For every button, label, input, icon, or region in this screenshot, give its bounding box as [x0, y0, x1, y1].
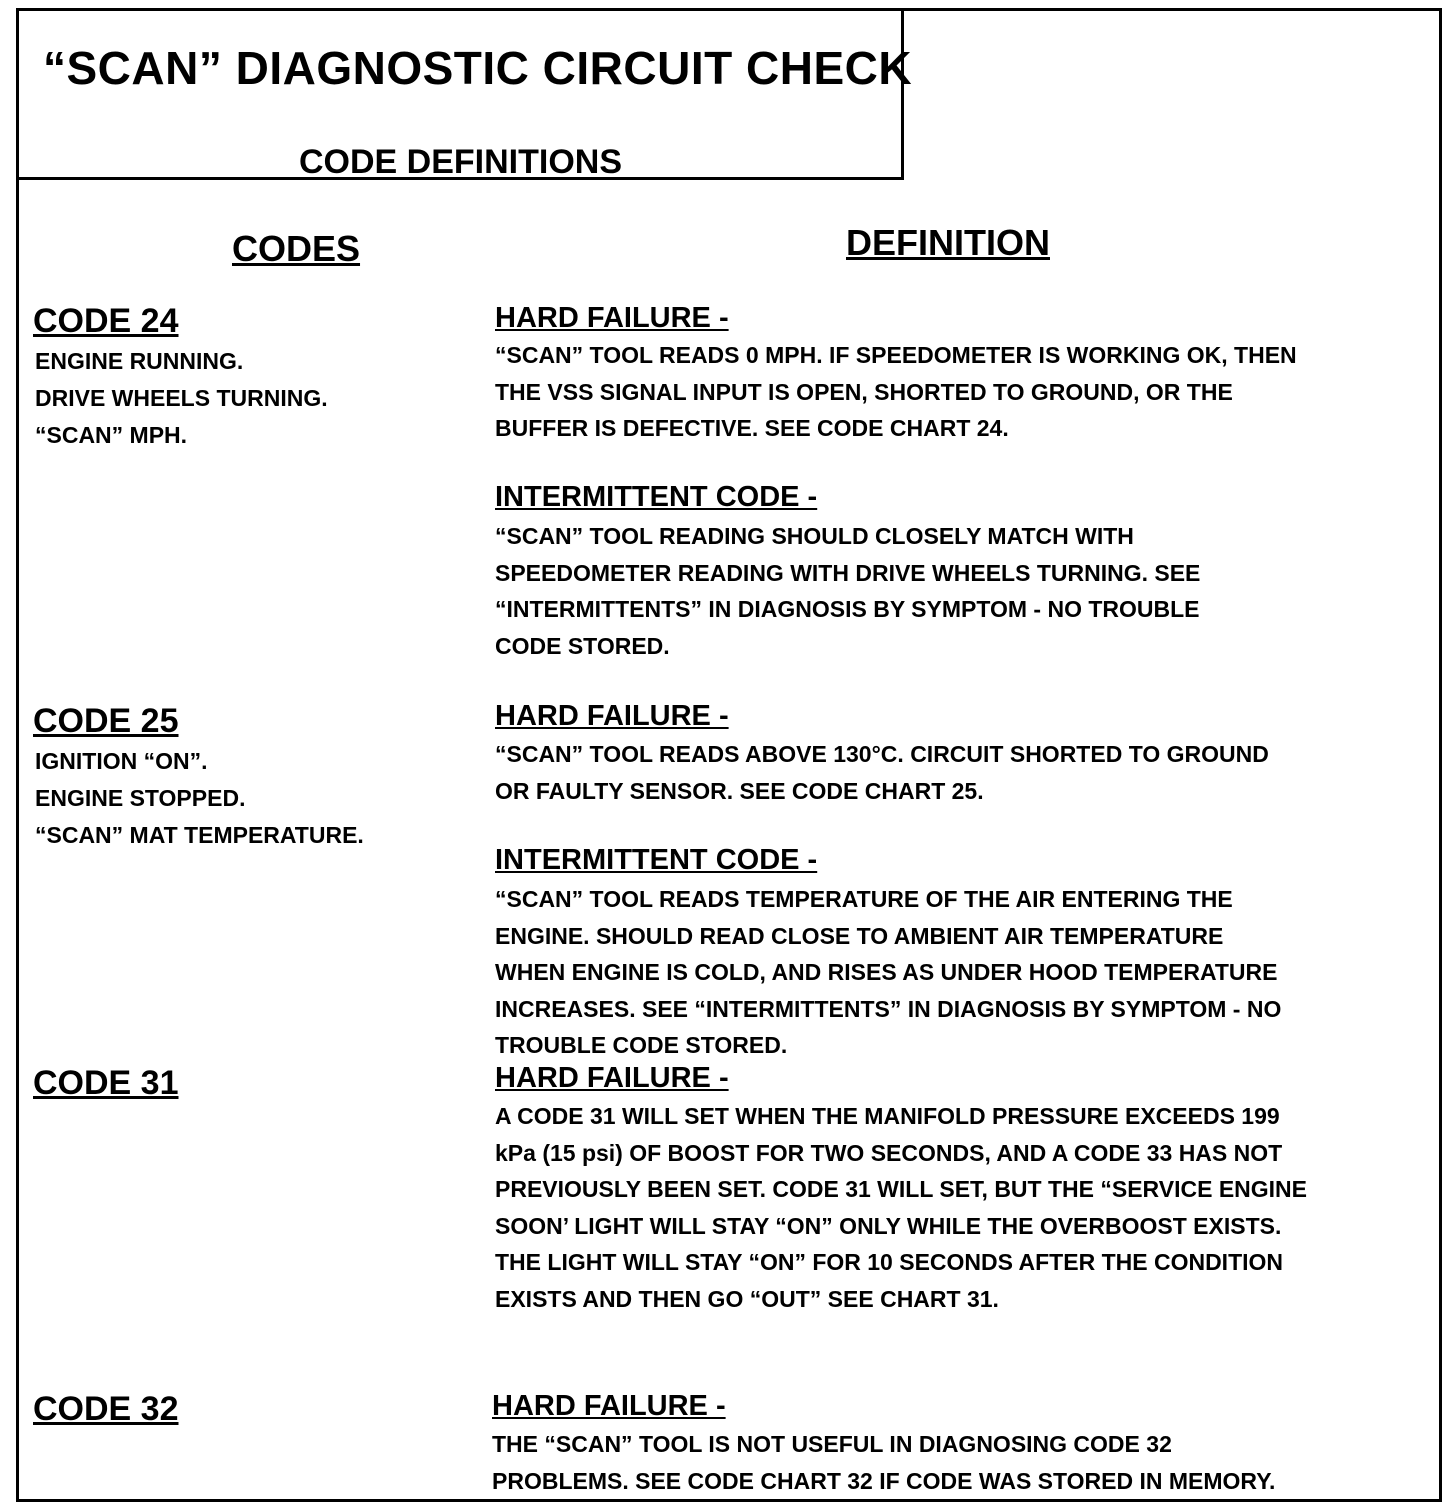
- definition-line: SPEEDOMETER READING WITH DRIVE WHEELS TURNING. SEE: [495, 559, 1201, 586]
- condition-line: DRIVE WHEELS TURNING.: [35, 385, 328, 411]
- definition-line: THE “SCAN” TOOL IS NOT USEFUL IN DIAGNOSING CODE 32: [492, 1431, 1172, 1457]
- definition-line: THE LIGHT WILL STAY “ON” FOR 10 SECONDS AFTER THE CONDITION: [495, 1249, 1284, 1275]
- definition-line: EXISTS AND THEN GO “OUT” SEE CHART 31.: [495, 1285, 999, 1312]
- definition-line: A CODE 31 WILL SET WHEN THE MANIFOLD PRESSURE EXCEEDS 199: [495, 1103, 1280, 1129]
- definition-line: “SCAN” TOOL READS ABOVE 130°C. CIRCUIT SHORTED TO GROUND: [495, 741, 1269, 767]
- code-25-hard-failure-text: [495, 736, 1269, 809]
- definition-line: WHEN ENGINE IS COLD, AND RISES AS UNDER HOOD TEMPERATURE: [495, 959, 1278, 985]
- code-24-hard-failure-text: [495, 337, 1297, 447]
- code-24-label: CODE 24: [33, 302, 179, 340]
- code-31-label: CODE 31: [33, 1064, 179, 1102]
- code-24-intermittent-text: [495, 518, 1200, 664]
- code-24-intermittent-heading: INTERMITTENT CODE -: [495, 481, 818, 513]
- definition-column-heading: DEFINITION: [846, 222, 1050, 263]
- code-25-intermittent-text: [495, 881, 1281, 1064]
- title-box: [16, 8, 913, 181]
- definition-line: PROBLEMS. SEE CODE CHART 32 IF CODE WAS STORED IN MEMORY.: [492, 1467, 1276, 1494]
- definition-line: PREVIOUSLY BEEN SET. CODE 31 WILL SET, BUT THE “SERVICE ENGINE: [495, 1176, 1307, 1202]
- code-25-conditions: [35, 743, 364, 854]
- definition-line: THE VSS SIGNAL INPUT IS OPEN, SHORTED TO GROUND, OR THE: [495, 378, 1233, 405]
- condition-line: ENGINE RUNNING.: [35, 348, 244, 374]
- definition-line: “SCAN” TOOL READS 0 MPH. IF SPEEDOMETER IS WORKING OK, THEN: [495, 342, 1297, 368]
- code-25-intermittent-heading: INTERMITTENT CODE -: [495, 844, 818, 876]
- definition-line: BUFFER IS DEFECTIVE. SEE CODE CHART 24.: [495, 415, 1009, 441]
- definition-line: INCREASES. SEE “INTERMITTENTS” IN DIAGNOSIS BY SYMPTOM - NO: [495, 995, 1282, 1022]
- condition-line: “SCAN” MPH.: [35, 422, 188, 448]
- code-25-hard-failure-heading: HARD FAILURE -: [495, 700, 729, 732]
- code-32-hard-failure-text: [492, 1426, 1275, 1499]
- code-25-label: CODE 25: [33, 702, 179, 740]
- definition-line: ENGINE. SHOULD READ CLOSE TO AMBIENT AIR TEMPERATURE: [495, 922, 1224, 949]
- definition-line: “SCAN” TOOL READS TEMPERATURE OF THE AIR ENTERING THE: [495, 886, 1233, 912]
- definition-line: “SCAN” TOOL READING SHOULD CLOSELY MATCH WITH: [495, 523, 1134, 549]
- condition-line: IGNITION “ON”.: [35, 748, 208, 774]
- code-32-hard-failure-heading: HARD FAILURE -: [492, 1390, 726, 1422]
- definition-line: OR FAULTY SENSOR. SEE CODE CHART 25.: [495, 777, 984, 804]
- condition-line: “SCAN” MAT TEMPERATURE.: [35, 822, 364, 848]
- page-title: “SCAN” DIAGNOSTIC CIRCUIT CHECK: [43, 42, 913, 94]
- definition-line: CODE STORED.: [495, 632, 670, 659]
- definition-line: “INTERMITTENTS” IN DIAGNOSIS BY SYMPTOM - NO TROUBLE: [495, 596, 1200, 622]
- definition-line: SOON’ LIGHT WILL STAY “ON” ONLY WHILE THE OVERBOOST EXISTS.: [495, 1212, 1282, 1239]
- code-32-label: CODE 32: [33, 1390, 179, 1428]
- page-subtitle: CODE DEFINITIONS: [299, 143, 623, 181]
- definition-line: kPa (15 psi) OF BOOST FOR TWO SECONDS, AND A CODE 33 HAS NOT: [495, 1139, 1283, 1166]
- code-24-hard-failure-heading: HARD FAILURE -: [495, 302, 729, 334]
- code-31-hard-failure-text: [495, 1098, 1307, 1317]
- code-31-hard-failure-heading: HARD FAILURE -: [495, 1062, 729, 1094]
- definition-line: TROUBLE CODE STORED.: [495, 1032, 788, 1058]
- condition-line: ENGINE STOPPED.: [35, 785, 246, 811]
- code-24-conditions: [35, 343, 328, 454]
- codes-column-heading: CODES: [232, 228, 361, 269]
